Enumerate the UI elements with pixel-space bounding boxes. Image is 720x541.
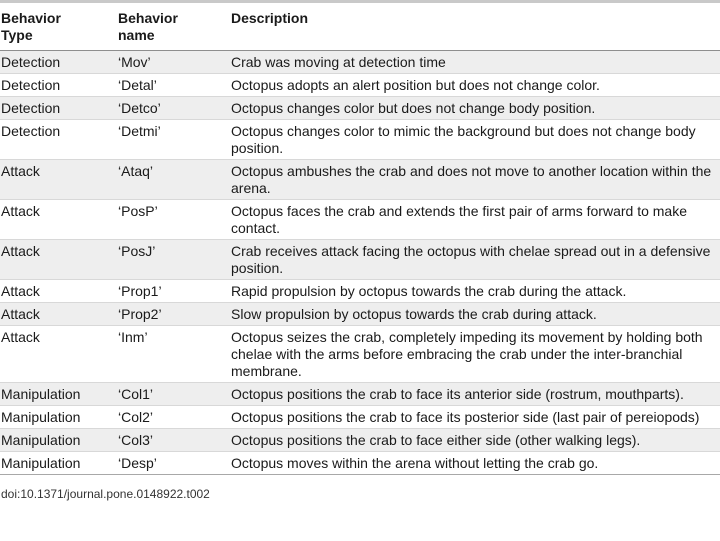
table-row — [0, 160, 720, 200]
cell-description: Octopus adopts an alert position but does not change color. — [226, 74, 720, 97]
cell-behavior-type: Manipulation — [0, 429, 114, 452]
doi-caption: doi:10.1371/journal.pone.0148922.t002 — [1, 487, 210, 501]
table-row — [0, 200, 720, 240]
table-row — [0, 452, 720, 475]
table-row — [0, 97, 720, 120]
cell-description: Octopus seizes the crab, completely impeding its movement by holding both chelae with the arms before embracing the crab under the inter-branchial membrane. — [226, 326, 720, 383]
cell-behavior-name: ‘Inm’ — [114, 326, 226, 383]
table-row — [0, 326, 720, 383]
cell-behavior-name: ‘Col3’ — [114, 429, 226, 452]
cell-behavior-name: ‘PosJ’ — [114, 240, 226, 280]
cell-behavior-type: Manipulation — [0, 383, 114, 406]
cell-description: Octopus positions the crab to face either side (other walking legs). — [226, 429, 720, 452]
table-row — [0, 406, 720, 429]
cell-behavior-name: ‘Mov’ — [114, 51, 226, 74]
table-row — [0, 383, 720, 406]
cell-behavior-type: Detection — [0, 51, 114, 74]
behavior-table — [0, 3, 720, 475]
cell-behavior-name: ‘Detmi’ — [114, 120, 226, 160]
cell-behavior-name: ‘Detal’ — [114, 74, 226, 97]
header-behavior-name — [114, 3, 226, 51]
cell-behavior-type: Manipulation — [0, 406, 114, 429]
cell-behavior-type: Attack — [0, 303, 114, 326]
cell-behavior-name: ‘PosP’ — [114, 200, 226, 240]
cell-description: Octopus changes color but does not change body position. — [226, 97, 720, 120]
table-row — [0, 51, 720, 74]
cell-description: Octopus ambushes the crab and does not move to another location within the arena. — [226, 160, 720, 200]
cell-behavior-type: Detection — [0, 74, 114, 97]
cell-description: Rapid propulsion by octopus towards the crab during the attack. — [226, 280, 720, 303]
cell-description: Octopus positions the crab to face its posterior side (last pair of pereiopods) — [226, 406, 720, 429]
table-row — [0, 240, 720, 280]
cell-description: Octopus positions the crab to face its anterior side (rostrum, mouthparts). — [226, 383, 720, 406]
cell-behavior-name: ‘Col1’ — [114, 383, 226, 406]
table-row — [0, 303, 720, 326]
cell-behavior-type: Detection — [0, 97, 114, 120]
cell-behavior-name: ‘Detco’ — [114, 97, 226, 120]
cell-description: Crab was moving at detection time — [226, 51, 720, 74]
header-row — [0, 3, 720, 51]
cell-description: Crab receives attack facing the octopus with chelae spread out in a defensive position. — [226, 240, 720, 280]
header-description-label: Description — [231, 10, 309, 26]
cell-behavior-type: Attack — [0, 200, 114, 240]
cell-behavior-type: Attack — [0, 280, 114, 303]
header-behavior-name-label: Behavior name — [118, 10, 178, 43]
cell-behavior-type: Attack — [0, 160, 114, 200]
cell-behavior-type: Manipulation — [0, 452, 114, 475]
cell-description: Octopus faces the crab and extends the first pair of arms forward to make contact. — [226, 200, 720, 240]
table-row — [0, 74, 720, 97]
table-row — [0, 429, 720, 452]
cell-behavior-type: Attack — [0, 240, 114, 280]
header-description — [226, 3, 720, 51]
header-behavior-type — [0, 3, 114, 51]
table-body — [0, 51, 720, 475]
cell-behavior-name: ‘Prop1’ — [114, 280, 226, 303]
cell-behavior-name: ‘Prop2’ — [114, 303, 226, 326]
cell-behavior-type: Detection — [0, 120, 114, 160]
cell-description: Octopus moves within the arena without letting the crab go. — [226, 452, 720, 475]
header-behavior-type-label: Behavior Type — [1, 10, 61, 43]
cell-behavior-type: Attack — [0, 326, 114, 383]
cell-description: Slow propulsion by octopus towards the crab during attack. — [226, 303, 720, 326]
table-row — [0, 280, 720, 303]
cell-behavior-name: ‘Desp’ — [114, 452, 226, 475]
cell-description: Octopus changes color to mimic the background but does not change body position. — [226, 120, 720, 160]
table-row — [0, 120, 720, 160]
cell-behavior-name: ‘Col2’ — [114, 406, 226, 429]
cell-behavior-name: ‘Ataq’ — [114, 160, 226, 200]
